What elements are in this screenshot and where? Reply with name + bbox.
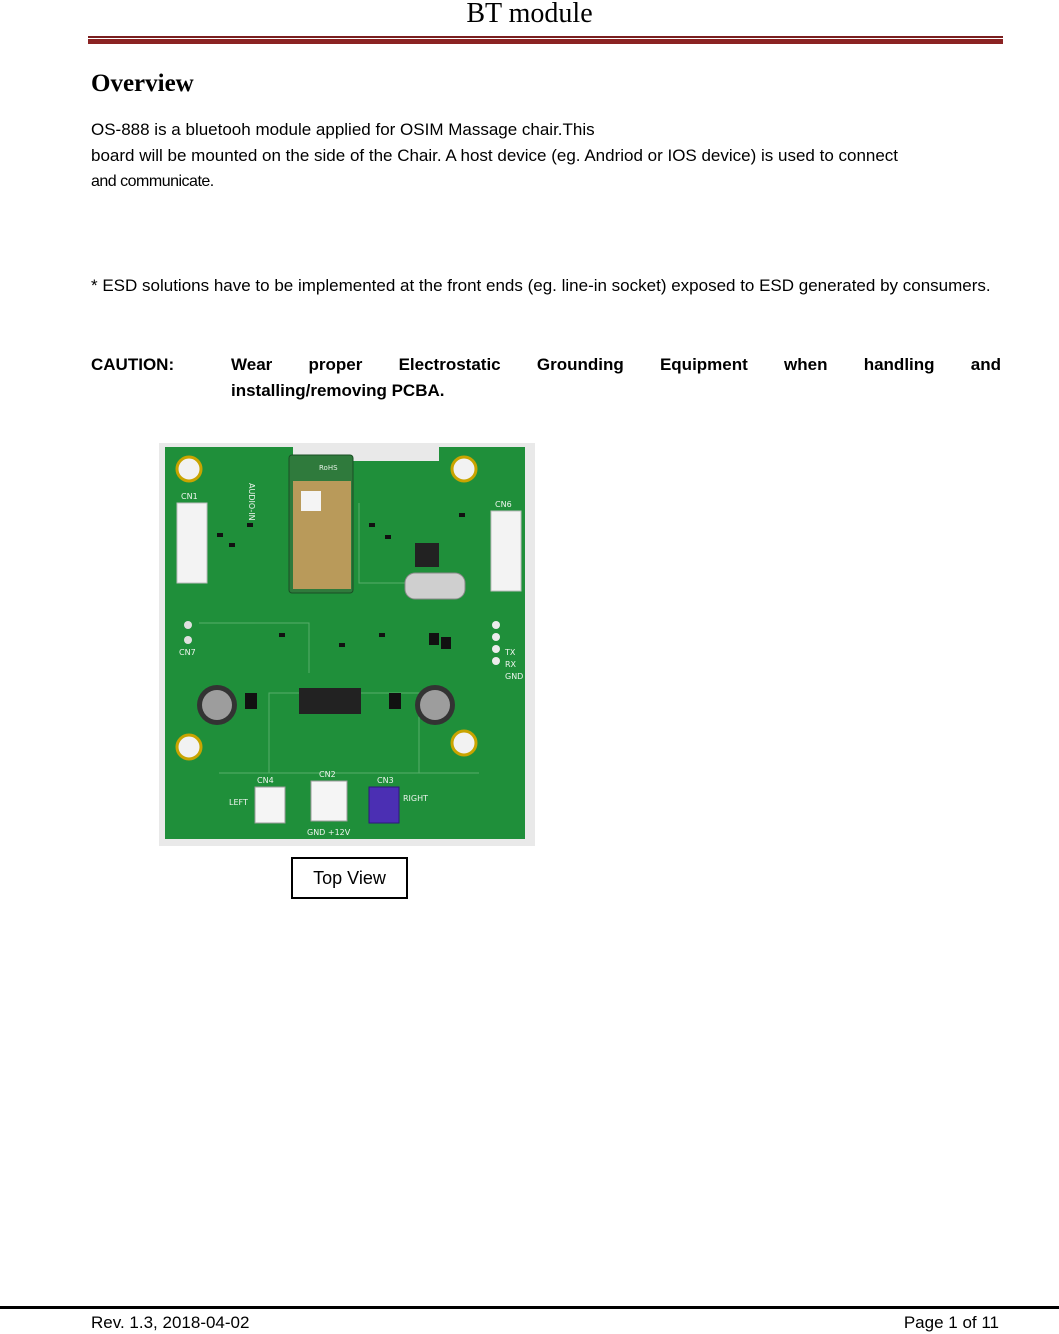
overview-line-1: OS-888 is a bluetooh module applied for OSIM Massage chair.This [91,120,595,139]
right-label: RIGHT [403,794,429,803]
cn2-label: CN2 [319,770,336,779]
overview-paragraph [91,117,1001,195]
left-label: LEFT [229,798,248,807]
figure-caption: Top View [291,857,408,899]
cn3-label: CN3 [377,776,394,785]
header-rule-thin [88,36,1003,38]
caution-label: CAUTION: [91,355,175,374]
footer-rule [0,1306,1059,1309]
cn1-label: CN1 [181,492,198,501]
caution-line-1: Wear proper Electrostatic Grounding Equipment when handling and [231,355,1001,374]
audio-in-label: AUDIO-IN [247,483,256,521]
rohs-label: RoHS [319,464,338,472]
cn4-label: CN4 [257,776,274,785]
tx-label: TX [505,648,516,657]
overview-heading: Overview [91,70,194,97]
caution-line-2: installing/removing PCBA. [231,381,445,400]
pcb-photo [159,443,535,846]
overview-line-2: board will be mounted on the side of the Chair. A host device (eg. Andriod or IOS device) is used to connect [91,146,899,165]
overview-line-3: and communicate. [91,173,214,190]
footer-page-number: Page 1 of 11 [903,1313,999,1332]
footer-revision: Rev. 1.3, 2018-04-02 [91,1313,250,1332]
document-title: BT module [466,0,593,29]
esd-note: * ESD solutions have to be implemented at the front ends (eg. line-in socket) exposed to ESD generated by consumers. [91,276,991,295]
cn7-label: CN7 [179,648,196,657]
gnd-12v-label: GND +12V [307,828,351,837]
caution-text [231,352,1001,404]
header-rule-thick [88,39,1003,44]
cn6-label: CN6 [495,500,512,509]
rx-label: RX [505,660,517,669]
gnd-pin-label: GND [505,672,524,681]
